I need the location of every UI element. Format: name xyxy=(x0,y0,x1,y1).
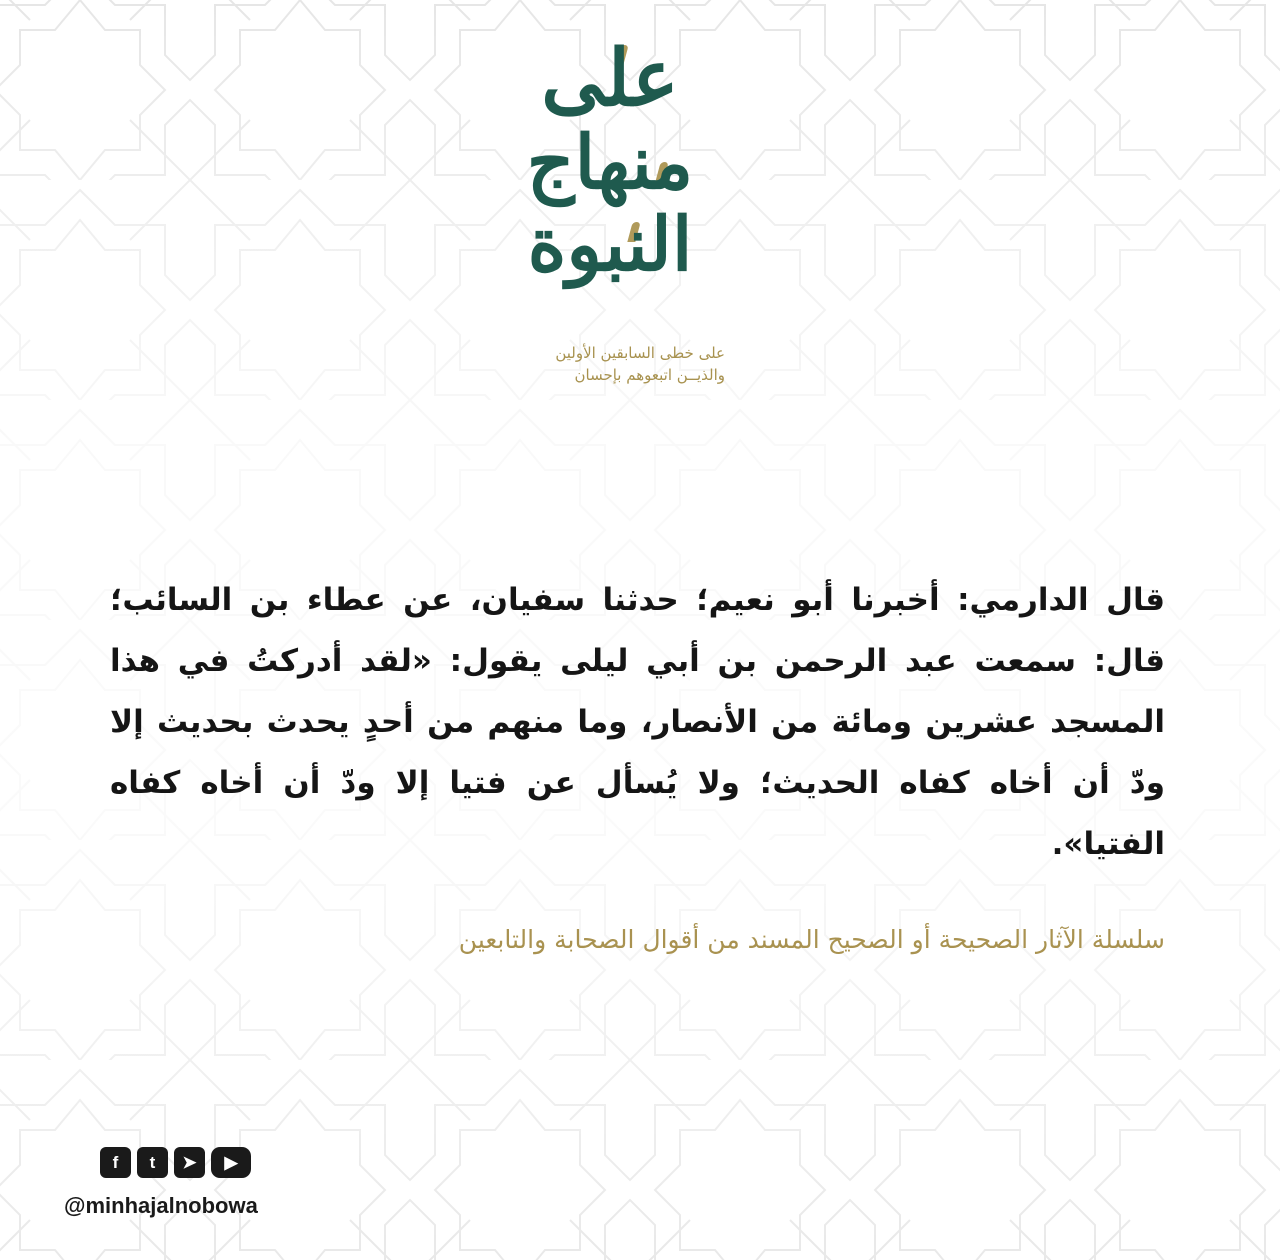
hadith-quote-text: قال الدارمي: أخبرنا أبو نعيم؛ حدثنا سفيان، عن عطاء بن السائب؛ قال: سمعت عبد الرحمن بن أبي ليلى يقول: «لقد أدركتُ في هذا المسجد عشرين ومائة من الأنصار، وما منهم من أحدٍ يحدث بحديث إلا ودّ أن أخاه كفاه الحديث؛ ولا يُسأل عن فتيا إلا ودّ أن أخاه كفاه الفتيا». xyxy=(110,582,1165,862)
logo-calligraphy xyxy=(500,33,720,288)
logo-tagline xyxy=(510,342,725,386)
tagline-line-1: على خطى السابقين الأولين xyxy=(555,344,725,362)
youtube-icon[interactable]: ▶ xyxy=(211,1147,251,1178)
source-citation: سلسلة الآثار الصحيحة أو الصحيح المسند من أقوال الصحابة والتابعين xyxy=(458,925,1165,954)
twitter-icon[interactable]: t xyxy=(137,1147,168,1178)
telegram-icon[interactable]: ➤ xyxy=(174,1147,205,1178)
tagline-line-2: والذيــن اتبعوهم بإحسان xyxy=(574,366,725,384)
logo-word-2: منهاج xyxy=(526,120,694,206)
social-icons-row xyxy=(100,1147,251,1179)
brand-logo xyxy=(490,30,740,400)
facebook-icon[interactable]: f xyxy=(100,1147,131,1178)
social-handle[interactable]: @minhajalnobowa xyxy=(64,1193,258,1218)
logo-word-3: النبوة xyxy=(527,202,693,288)
logo-word-1: على xyxy=(541,33,679,124)
